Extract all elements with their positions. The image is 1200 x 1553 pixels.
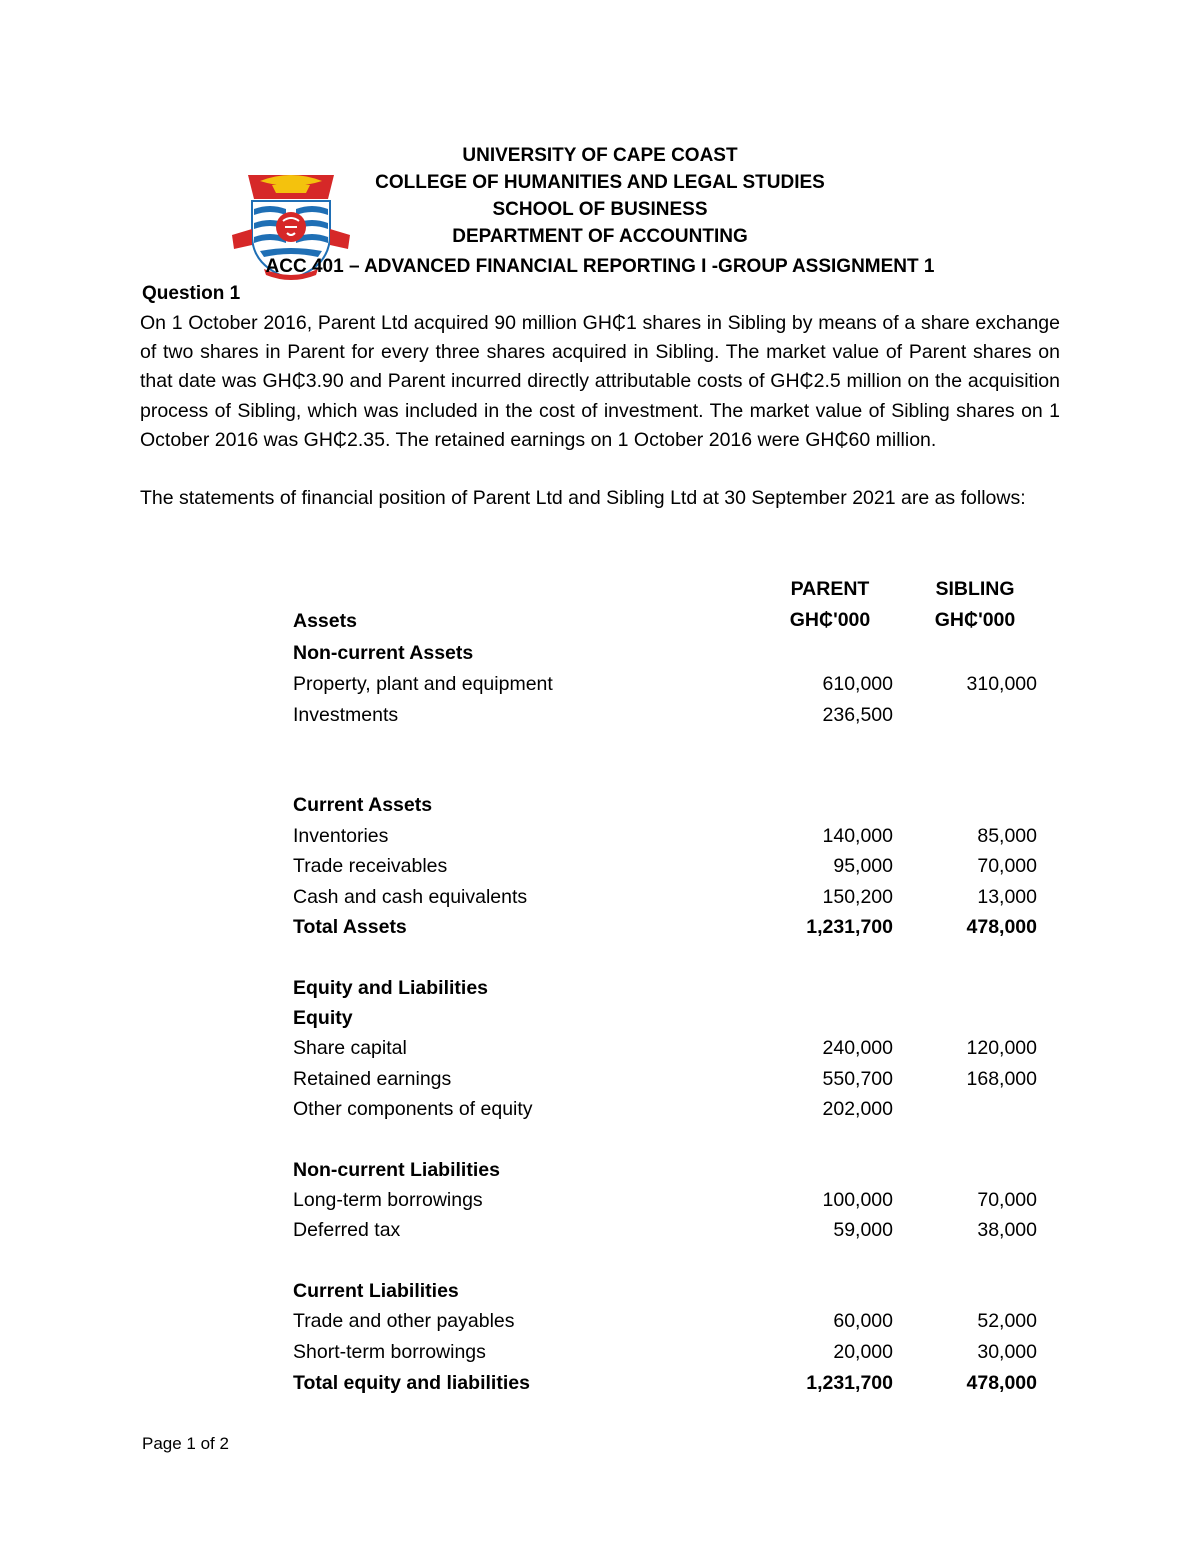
parent-column-heading: PARENT xyxy=(790,578,870,600)
row-label: Equity xyxy=(293,1007,353,1029)
intro-paragraph: The statements of financial position of Parent Ltd and Sibling Ltd at 30 September 2021 are as follows: xyxy=(140,487,1026,509)
row-label: Other components of equity xyxy=(293,1098,533,1120)
table-row xyxy=(293,822,1043,850)
parent-value: 610,000 xyxy=(822,673,893,695)
page-number: Page 1 of 2 xyxy=(142,1434,229,1453)
parent-value: 150,200 xyxy=(822,886,893,908)
sibling-value: 120,000 xyxy=(966,1037,1037,1059)
row-label: Short-term borrowings xyxy=(293,1341,486,1363)
table-row xyxy=(293,1156,1043,1184)
sibling-column-heading: SIBLING xyxy=(935,578,1015,600)
sibling-value: 478,000 xyxy=(966,1372,1037,1394)
table-row xyxy=(293,1369,1043,1397)
course-title: ACC 401 – ADVANCED FINANCIAL REPORTING I -GROUP ASSIGNMENT 1 xyxy=(265,256,935,277)
table-row xyxy=(293,1307,1043,1335)
parent-value: 236,500 xyxy=(822,704,893,726)
table-row xyxy=(293,974,1043,1002)
row-label: Non-current Assets xyxy=(293,642,474,664)
sibling-value: 168,000 xyxy=(966,1068,1037,1090)
parent-value: 59,000 xyxy=(833,1219,893,1241)
sibling-value: 70,000 xyxy=(977,1189,1037,1211)
row-label: Current Assets xyxy=(293,794,433,816)
parent-value: 1,231,700 xyxy=(806,1372,893,1394)
table-row xyxy=(293,1186,1043,1214)
department-name: DEPARTMENT OF ACCOUNTING xyxy=(452,226,748,247)
university-name: UNIVERSITY OF CAPE COAST xyxy=(462,145,738,166)
row-label: Cash and cash equivalents xyxy=(293,886,528,908)
parent-value: 20,000 xyxy=(833,1341,893,1363)
sibling-value: 70,000 xyxy=(977,855,1037,877)
row-label: Share capital xyxy=(293,1037,407,1059)
row-label: Retained earnings xyxy=(293,1068,452,1090)
row-label: Trade receivables xyxy=(293,855,448,877)
table-row xyxy=(293,701,1043,729)
row-label: Equity and Liabilities xyxy=(293,977,489,999)
row-label: Investments xyxy=(293,704,399,726)
question-paragraph: On 1 October 2016, Parent Ltd acquired 90 million GH₵1 shares in Sibling by means of a share exchange of two shares in Parent for every three shares acquired in Sibling. The market value of Parent shares on that date was GH₵3.90 and Parent incurred directly attributable costs of GH₵2.5 million on the acquisition process of Sibling, which was included in the cost of investment. The market value of Sibling shares on 1 October 2016 was GH₵2.35. The retained earnings on 1 October 2016 were GH₵60 million. xyxy=(140,312,1060,451)
table-row xyxy=(293,791,1043,819)
parent-column-unit: GH₵'000 xyxy=(789,609,871,631)
college-name: COLLEGE OF HUMANITIES AND LEGAL STUDIES xyxy=(375,172,825,193)
sibling-value: 30,000 xyxy=(977,1341,1037,1363)
sibling-value: 13,000 xyxy=(977,886,1037,908)
table-row xyxy=(293,883,1043,911)
row-label: Inventories xyxy=(293,825,389,847)
parent-value: 240,000 xyxy=(822,1037,893,1059)
sibling-column-unit: GH₵'000 xyxy=(934,609,1016,631)
table-row xyxy=(293,1216,1043,1244)
table-row xyxy=(293,1338,1043,1366)
sibling-value: 478,000 xyxy=(966,916,1037,938)
school-name: SCHOOL OF BUSINESS xyxy=(492,199,708,220)
table-row xyxy=(293,1065,1043,1093)
table-row xyxy=(293,1277,1043,1305)
assets-heading xyxy=(293,607,1043,635)
row-label: Long-term borrowings xyxy=(293,1189,483,1211)
parent-value: 202,000 xyxy=(822,1098,893,1120)
row-label: Total Assets xyxy=(293,916,407,938)
table-row xyxy=(293,639,1043,667)
parent-value: 100,000 xyxy=(822,1189,893,1211)
sibling-value: 85,000 xyxy=(977,825,1037,847)
row-label: Trade and other payables xyxy=(293,1310,515,1332)
table-row xyxy=(293,852,1043,880)
table-row xyxy=(293,1095,1043,1123)
table-row xyxy=(293,670,1043,698)
table-row xyxy=(293,1004,1043,1032)
table-row xyxy=(293,913,1043,941)
row-label: Current Liabilities xyxy=(293,1280,459,1302)
parent-value: 1,231,700 xyxy=(806,916,893,938)
sibling-value: 310,000 xyxy=(966,673,1037,695)
row-label: Non-current Liabilities xyxy=(293,1159,500,1181)
row-label: Total equity and liabilities xyxy=(293,1372,530,1394)
row-label: Property, plant and equipment xyxy=(293,673,553,695)
table-row xyxy=(293,1034,1043,1062)
sibling-value: 38,000 xyxy=(977,1219,1037,1241)
parent-value: 60,000 xyxy=(833,1310,893,1332)
parent-value: 95,000 xyxy=(833,855,893,877)
parent-value: 140,000 xyxy=(822,825,893,847)
question-title: Question 1 xyxy=(142,283,241,304)
sibling-value: 52,000 xyxy=(977,1310,1037,1332)
parent-value: 550,700 xyxy=(822,1068,893,1090)
assets-heading-label: Assets xyxy=(293,610,357,632)
row-label: Deferred tax xyxy=(293,1219,401,1241)
